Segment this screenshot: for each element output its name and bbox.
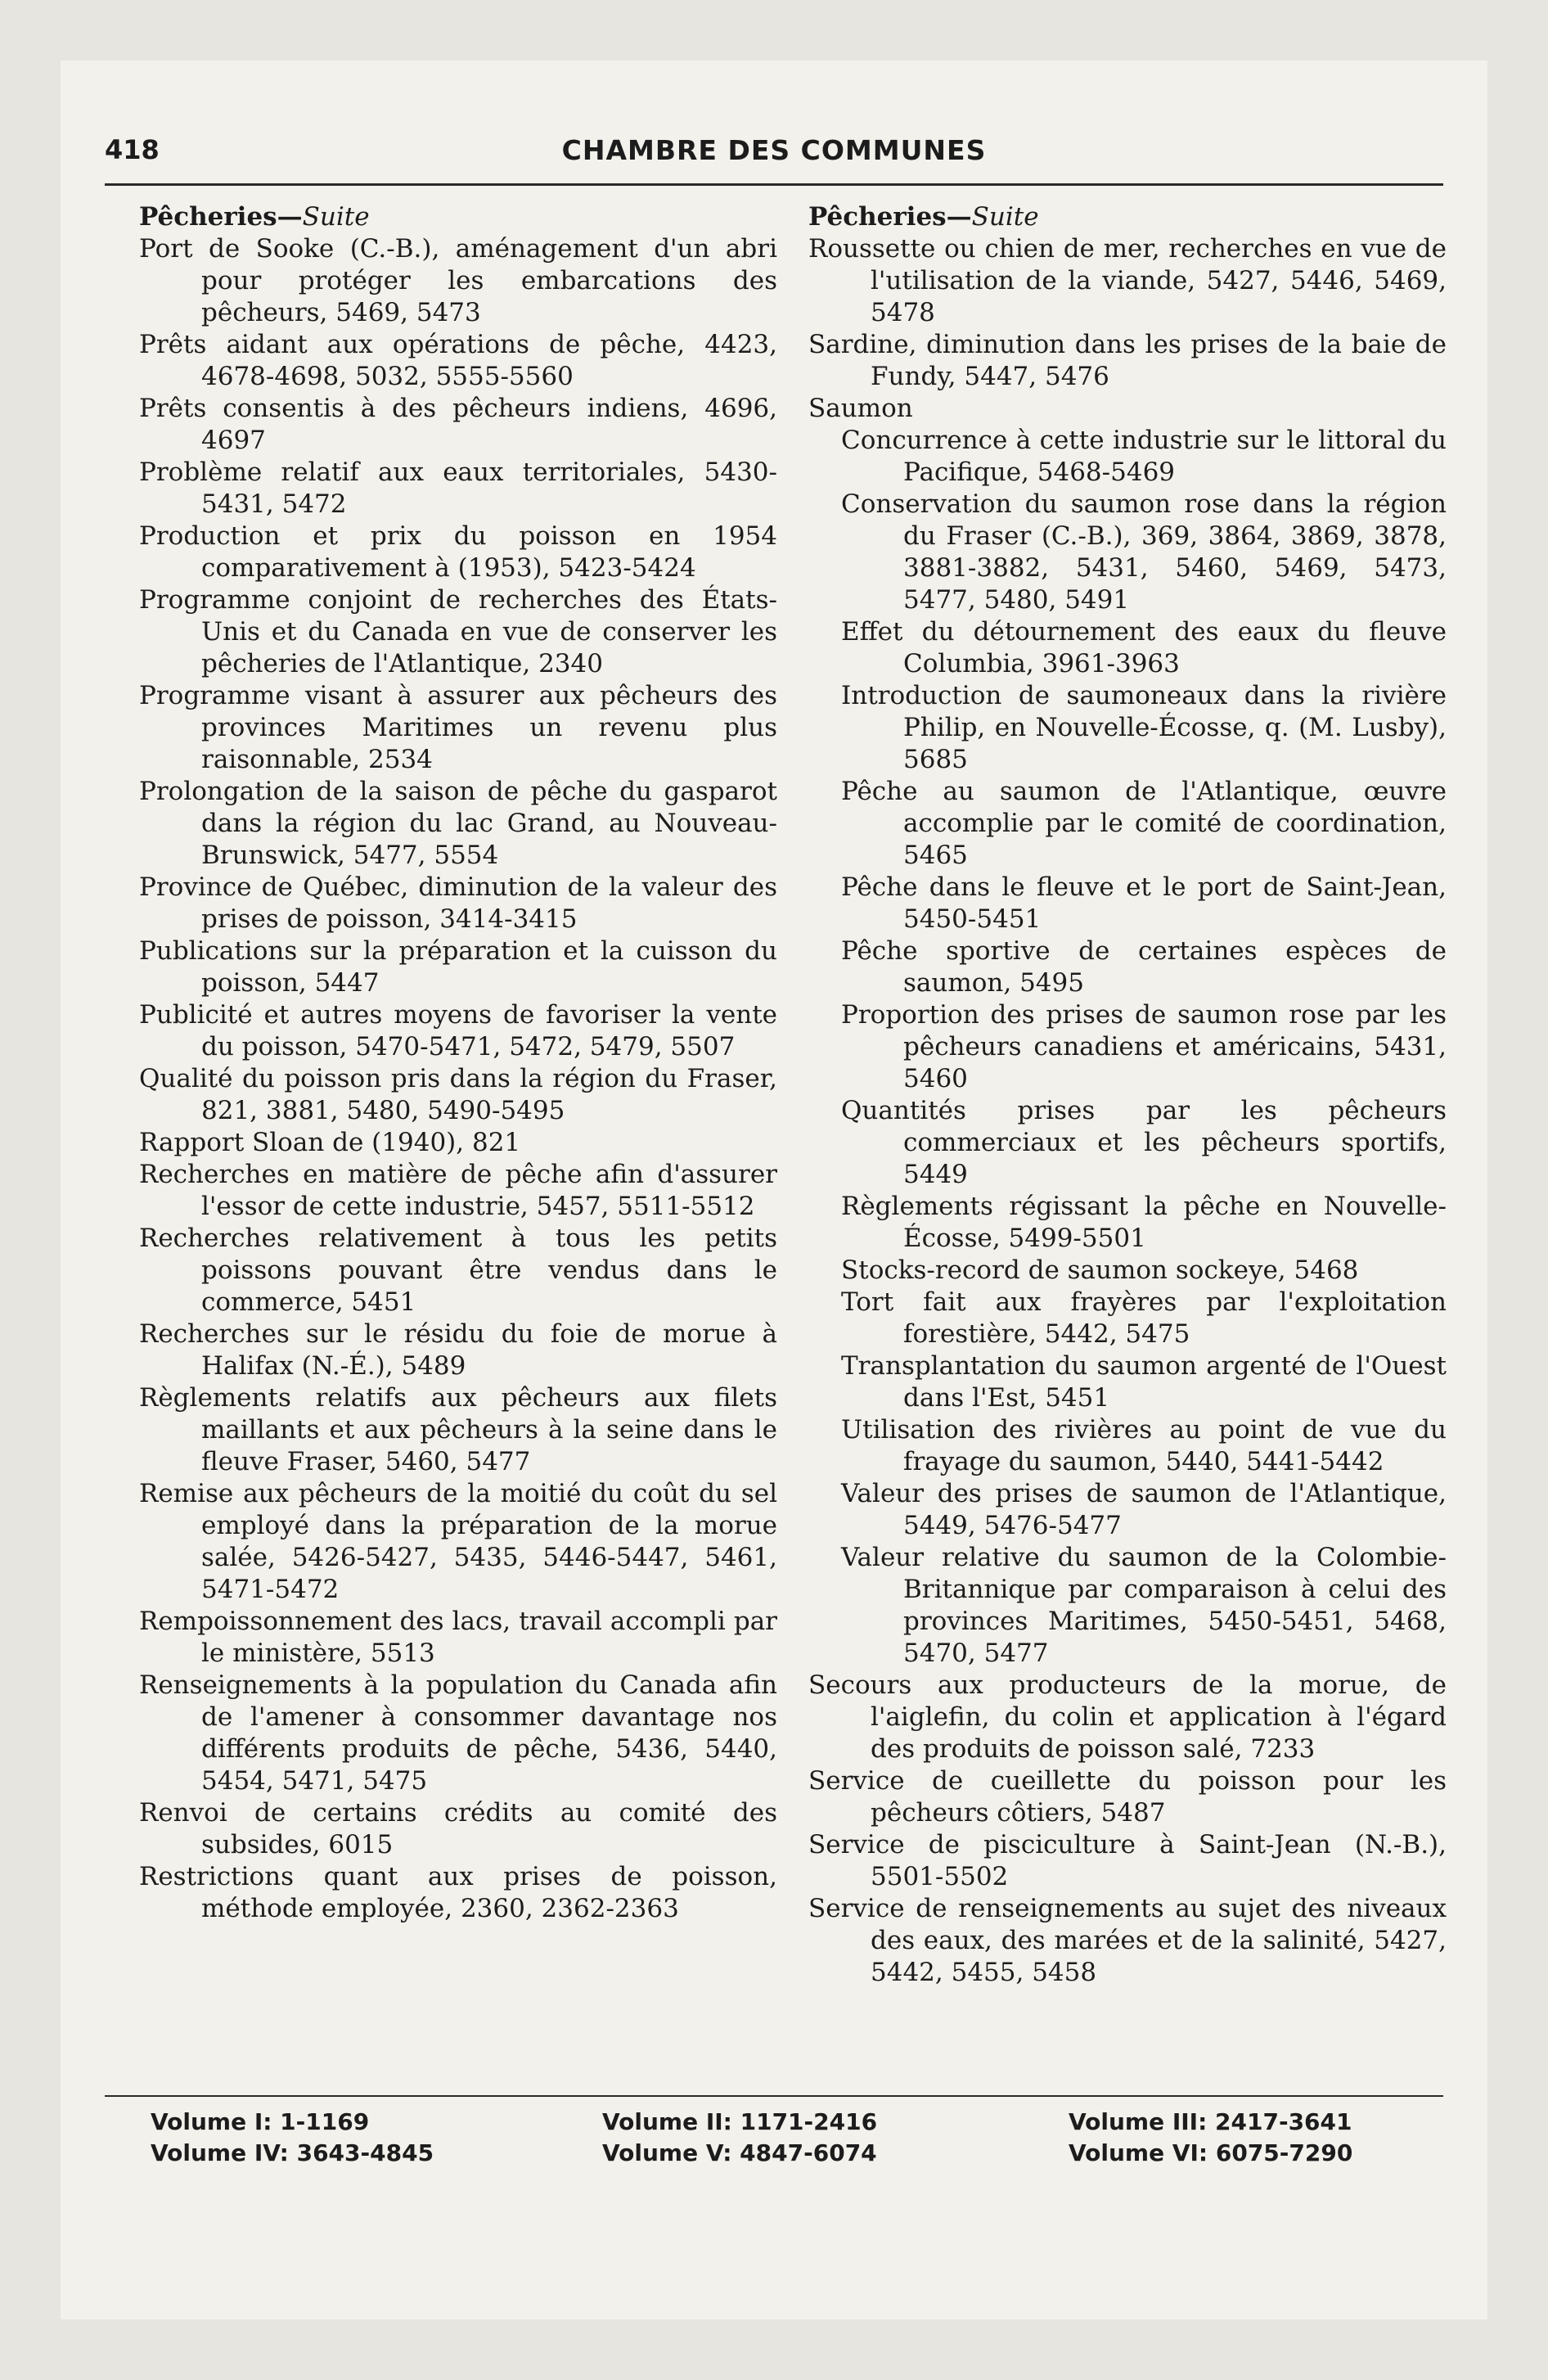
index-entry: Rapport Sloan de (1940), 821 [139, 1128, 521, 1157]
index-subentry: Transplantation du saumon argenté de l'Ouest dans l'Est, 5451 [841, 1351, 1447, 1413]
index-entry: Publications sur la préparation et la cuisson du poisson, 5447 [139, 936, 777, 998]
left-entries [139, 233, 777, 1925]
index-entry: Problème relatif aux eaux territoriales, 5430-5431, 5472 [139, 458, 777, 519]
heading-bold: Pêcheries— [808, 202, 972, 232]
index-entry: Programme visant à assurer aux pêcheurs des provinces Maritimes un revenu plus raisonnable, 2534 [139, 681, 777, 774]
index-entry: Restrictions quant aux prises de poisson, méthode employée, 2360, 2362-2363 [139, 1862, 777, 1923]
volume-label: Volume VI: 6075-7290 [1069, 2139, 1353, 2166]
index-entry: Remise aux pêcheurs de la moitié du coût du sel employé dans la préparation de la morue salée, 5426-5427, 5435, 5446-5447, 5461, 5471-5472 [139, 1479, 777, 1604]
index-subentry: Introduction de saumoneaux dans la rivière Philip, en Nouvelle-Écosse, q. (M. Lusby), 5685 [841, 681, 1447, 774]
index-subentry: Pêche au saumon de l'Atlantique, œuvre accomplie par le comité de coordination, 5465 [841, 777, 1447, 870]
index-entry: Publicité et autres moyens de favoriser la vente du poisson, 5470-5471, 5472, 5479, 5507 [139, 1000, 777, 1062]
right-entries [808, 233, 1447, 1989]
footer-col-3 [1069, 2107, 1352, 2169]
left-column-heading [139, 201, 777, 233]
page-header [105, 134, 1443, 183]
index-entry: Renvoi de certains crédits au comité des subsides, 6015 [139, 1798, 777, 1859]
index-subentry: Règlements régissant la pêche en Nouvelle-Écosse, 5499-5501 [841, 1192, 1447, 1253]
index-subentry: Utilisation des rivières au point de vue du frayage du saumon, 5440, 5441-5442 [841, 1415, 1447, 1476]
right-column-heading [808, 201, 1447, 233]
index-entry: Province de Québec, diminution de la valeur des prises de poisson, 3414-3415 [139, 872, 777, 934]
index-entry: Qualité du poisson pris dans la région du Fraser, 821, 3881, 5480, 5490-5495 [139, 1064, 777, 1125]
heading-italic: Suite [971, 202, 1039, 232]
volume-label: Volume III: 2417-3641 [1069, 2108, 1352, 2135]
index-subentry: Pêche dans le fleuve et le port de Saint-Jean, 5450-5451 [841, 872, 1447, 934]
volume-label: Volume I: 1-1169 [151, 2108, 370, 2135]
index-subentry: Effet du détournement des eaux du fleuve Columbia, 3961-3963 [841, 617, 1447, 678]
volume-label: Volume IV: 3643-4845 [151, 2139, 434, 2166]
index-subentry: Conservation du saumon rose dans la région du Fraser (C.-B.), 369, 3864, 3869, 3878, 3881-3882, 5431, 5460, 5469, 5473, 5477, 5480, 5491 [841, 489, 1447, 615]
index-entry: Service de cueillette du poisson pour les pêcheurs côtiers, 5487 [808, 1766, 1447, 1828]
left-column [139, 201, 777, 1925]
index-entry: Prêts consentis à des pêcheurs indiens, 4696, 4697 [139, 394, 777, 455]
index-entry: Prolongation de la saison de pêche du gasparot dans la région du lac Grand, au Nouveau-Brunswick, 5477, 5554 [139, 777, 777, 870]
index-entry: Renseignements à la population du Canada afin de l'amener à consommer davantage nos différents produits de pêche, 5436, 5440, 5454, 5471, 5475 [139, 1670, 777, 1796]
index-entry: Port de Sooke (C.-B.), aménagement d'un abri pour protéger les embarcations des pêcheurs, 5469, 5473 [139, 234, 777, 327]
heading-bold: Pêcheries— [139, 202, 303, 232]
header-rule [105, 183, 1443, 186]
index-entry: Service de pisciculture à Saint-Jean (N.-B.), 5501-5502 [808, 1830, 1447, 1891]
right-column [808, 201, 1447, 1989]
heading-italic: Suite [302, 202, 370, 232]
index-subentry: Valeur relative du saumon de la Colombie-Britannique par comparaison à celui des provinces Maritimes, 5450-5451, 5468, 5470, 5477 [841, 1543, 1447, 1668]
index-subentry: Pêche sportive de certaines espèces de saumon, 5495 [841, 936, 1447, 998]
footer-rule [105, 2095, 1443, 2097]
index-entry: Recherches sur le résidu du foie de morue à Halifax (N.-É.), 5489 [139, 1319, 777, 1381]
index-page [61, 61, 1487, 2319]
index-entry: Prêts aidant aux opérations de pêche, 4423, 4678-4698, 5032, 5555-5560 [139, 330, 777, 391]
index-subentry: Proportion des prises de saumon rose par les pêcheurs canadiens et américains, 5431, 5460 [841, 1000, 1447, 1093]
index-entry: Rempoissonnement des lacs, travail accompli par le ministère, 5513 [139, 1607, 777, 1668]
index-entry: Service de renseignements au sujet des niveaux des eaux, des marées et de la salinité, 5427, 5442, 5455, 5458 [808, 1894, 1447, 1987]
volume-label: Volume V: 4847-6074 [602, 2139, 877, 2166]
index-entry: Recherches en matière de pêche afin d'assurer l'essor de cette industrie, 5457, 5511-5512 [139, 1160, 777, 1221]
index-entry: Saumon [808, 394, 913, 423]
footer-col-2 [602, 2107, 877, 2169]
volume-footer [151, 2107, 1427, 2180]
index-entry: Sardine, diminution dans les prises de la baie de Fundy, 5447, 5476 [808, 330, 1447, 391]
index-subentry: Concurrence à cette industrie sur le littoral du Pacifique, 5468-5469 [841, 426, 1447, 487]
volume-label: Volume II: 1171-2416 [602, 2108, 878, 2135]
index-entry: Secours aux producteurs de la morue, de l'aiglefin, du colin et application à l'égard des produits de poisson salé, 7233 [808, 1670, 1447, 1764]
index-entry: Roussette ou chien de mer, recherches en vue de l'utilisation de la viande, 5427, 5446, 5469, 5478 [808, 234, 1447, 327]
index-entry: Règlements relatifs aux pêcheurs aux filets maillants et aux pêcheurs à la seine dans le fleuve Fraser, 5460, 5477 [139, 1383, 777, 1476]
index-entry: Production et prix du poisson en 1954 comparativement à (1953), 5423-5424 [139, 521, 777, 583]
index-subentry: Tort fait aux frayères par l'exploitation forestière, 5442, 5475 [841, 1287, 1447, 1349]
index-entry: Recherches relativement à tous les petits poissons pouvant être vendus dans le commerce, 5451 [139, 1224, 777, 1317]
index-subentry: Stocks-record de saumon sockeye, 5468 [841, 1255, 1359, 1285]
index-entry: Programme conjoint de recherches des États-Unis et du Canada en vue de conserver les pêcheries de l'Atlantique, 2340 [139, 585, 777, 678]
running-title: CHAMBRE DES COMMUNES [561, 134, 987, 166]
index-subentry: Valeur des prises de saumon de l'Atlantique, 5449, 5476-5477 [841, 1479, 1447, 1540]
index-subentry: Quantités prises par les pêcheurs commerciaux et les pêcheurs sportifs, 5449 [841, 1096, 1447, 1189]
footer-col-1 [151, 2107, 434, 2169]
page-number: 418 [105, 134, 160, 165]
